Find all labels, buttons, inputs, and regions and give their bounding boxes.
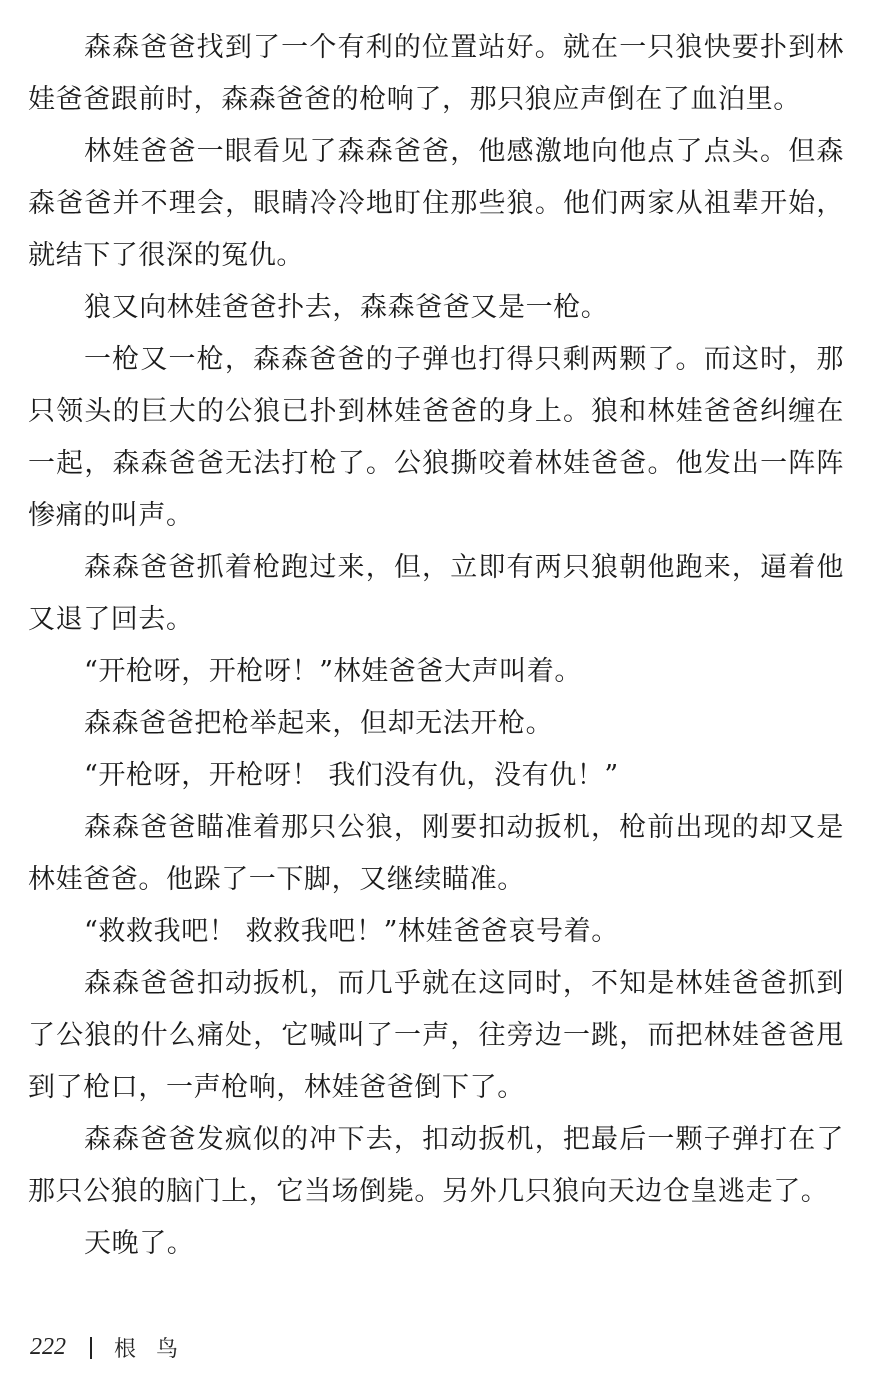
paragraph: “救救我吧！ 救救我吧！”林娃爸爸哀号着。 <box>84 916 619 947</box>
paragraph: 森森爸爸扣动扳机，而几乎就在这同时，不知是林娃爸爸抓到了公狼的什么痛处，它喊叫了一声，往旁边一跳，而把林娃爸爸甩到了枪口，一声枪响，林娃爸爸倒下了。 <box>28 968 844 1103</box>
paragraph: 森森爸爸把枪举起来，但却无法开枪。 <box>84 708 554 739</box>
paragraph: 森森爸爸瞄准着那只公狼，刚要扣动扳机，枪前出现的却又是林娃爸爸。他跺了一下脚，又继续瞄准。 <box>28 812 844 895</box>
paragraph: 森森爸爸抓着枪跑过来，但，立即有两只狼朝他跑来，逼着他又退了回去。 <box>28 552 844 635</box>
book-title: 根鸟 <box>114 1337 199 1362</box>
paragraph: 森森爸爸发疯似的冲下去，扣动扳机，把最后一颗子弹打在了那只公狼的脑门上，它当场倒毙。另外几只狼向天边仓皇逃走了。 <box>28 1124 844 1207</box>
paragraph: “开枪呀，开枪呀！”林娃爸爸大声叫着。 <box>84 656 583 687</box>
page-number: 222 <box>30 1334 66 1360</box>
paragraph: 一枪又一枪，森森爸爸的子弹也打得只剩两颗了。而这时，那只领头的巨大的公狼已扑到林娃爸爸的身上。狼和林娃爸爸纠缠在一起，森森爸爸无法打枪了。公狼撕咬着林娃爸爸。他发出一阵阵惨痛的叫声。 <box>28 344 844 531</box>
page-footer <box>30 1332 198 1363</box>
footer-divider <box>90 1337 92 1359</box>
paragraph: 狼又向林娃爸爸扑去，森森爸爸又是一枪。 <box>84 292 609 323</box>
paragraph: 林娃爸爸一眼看见了森森爸爸，他感激地向他点了点头。但森森爸爸并不理会，眼睛冷冷地盯住那些狼。他们两家从祖辈开始，就结下了很深的冤仇。 <box>28 136 844 271</box>
paragraph: 森森爸爸找到了一个有利的位置站好。就在一只狼快要扑到林娃爸爸跟前时，森森爸爸的枪响了，那只狼应声倒在了血泊里。 <box>28 32 844 115</box>
page-body <box>28 22 844 1270</box>
paragraph: “开枪呀，开枪呀！ 我们没有仇，没有仇！” <box>84 760 619 791</box>
paragraph: 天晚了。 <box>84 1228 195 1259</box>
